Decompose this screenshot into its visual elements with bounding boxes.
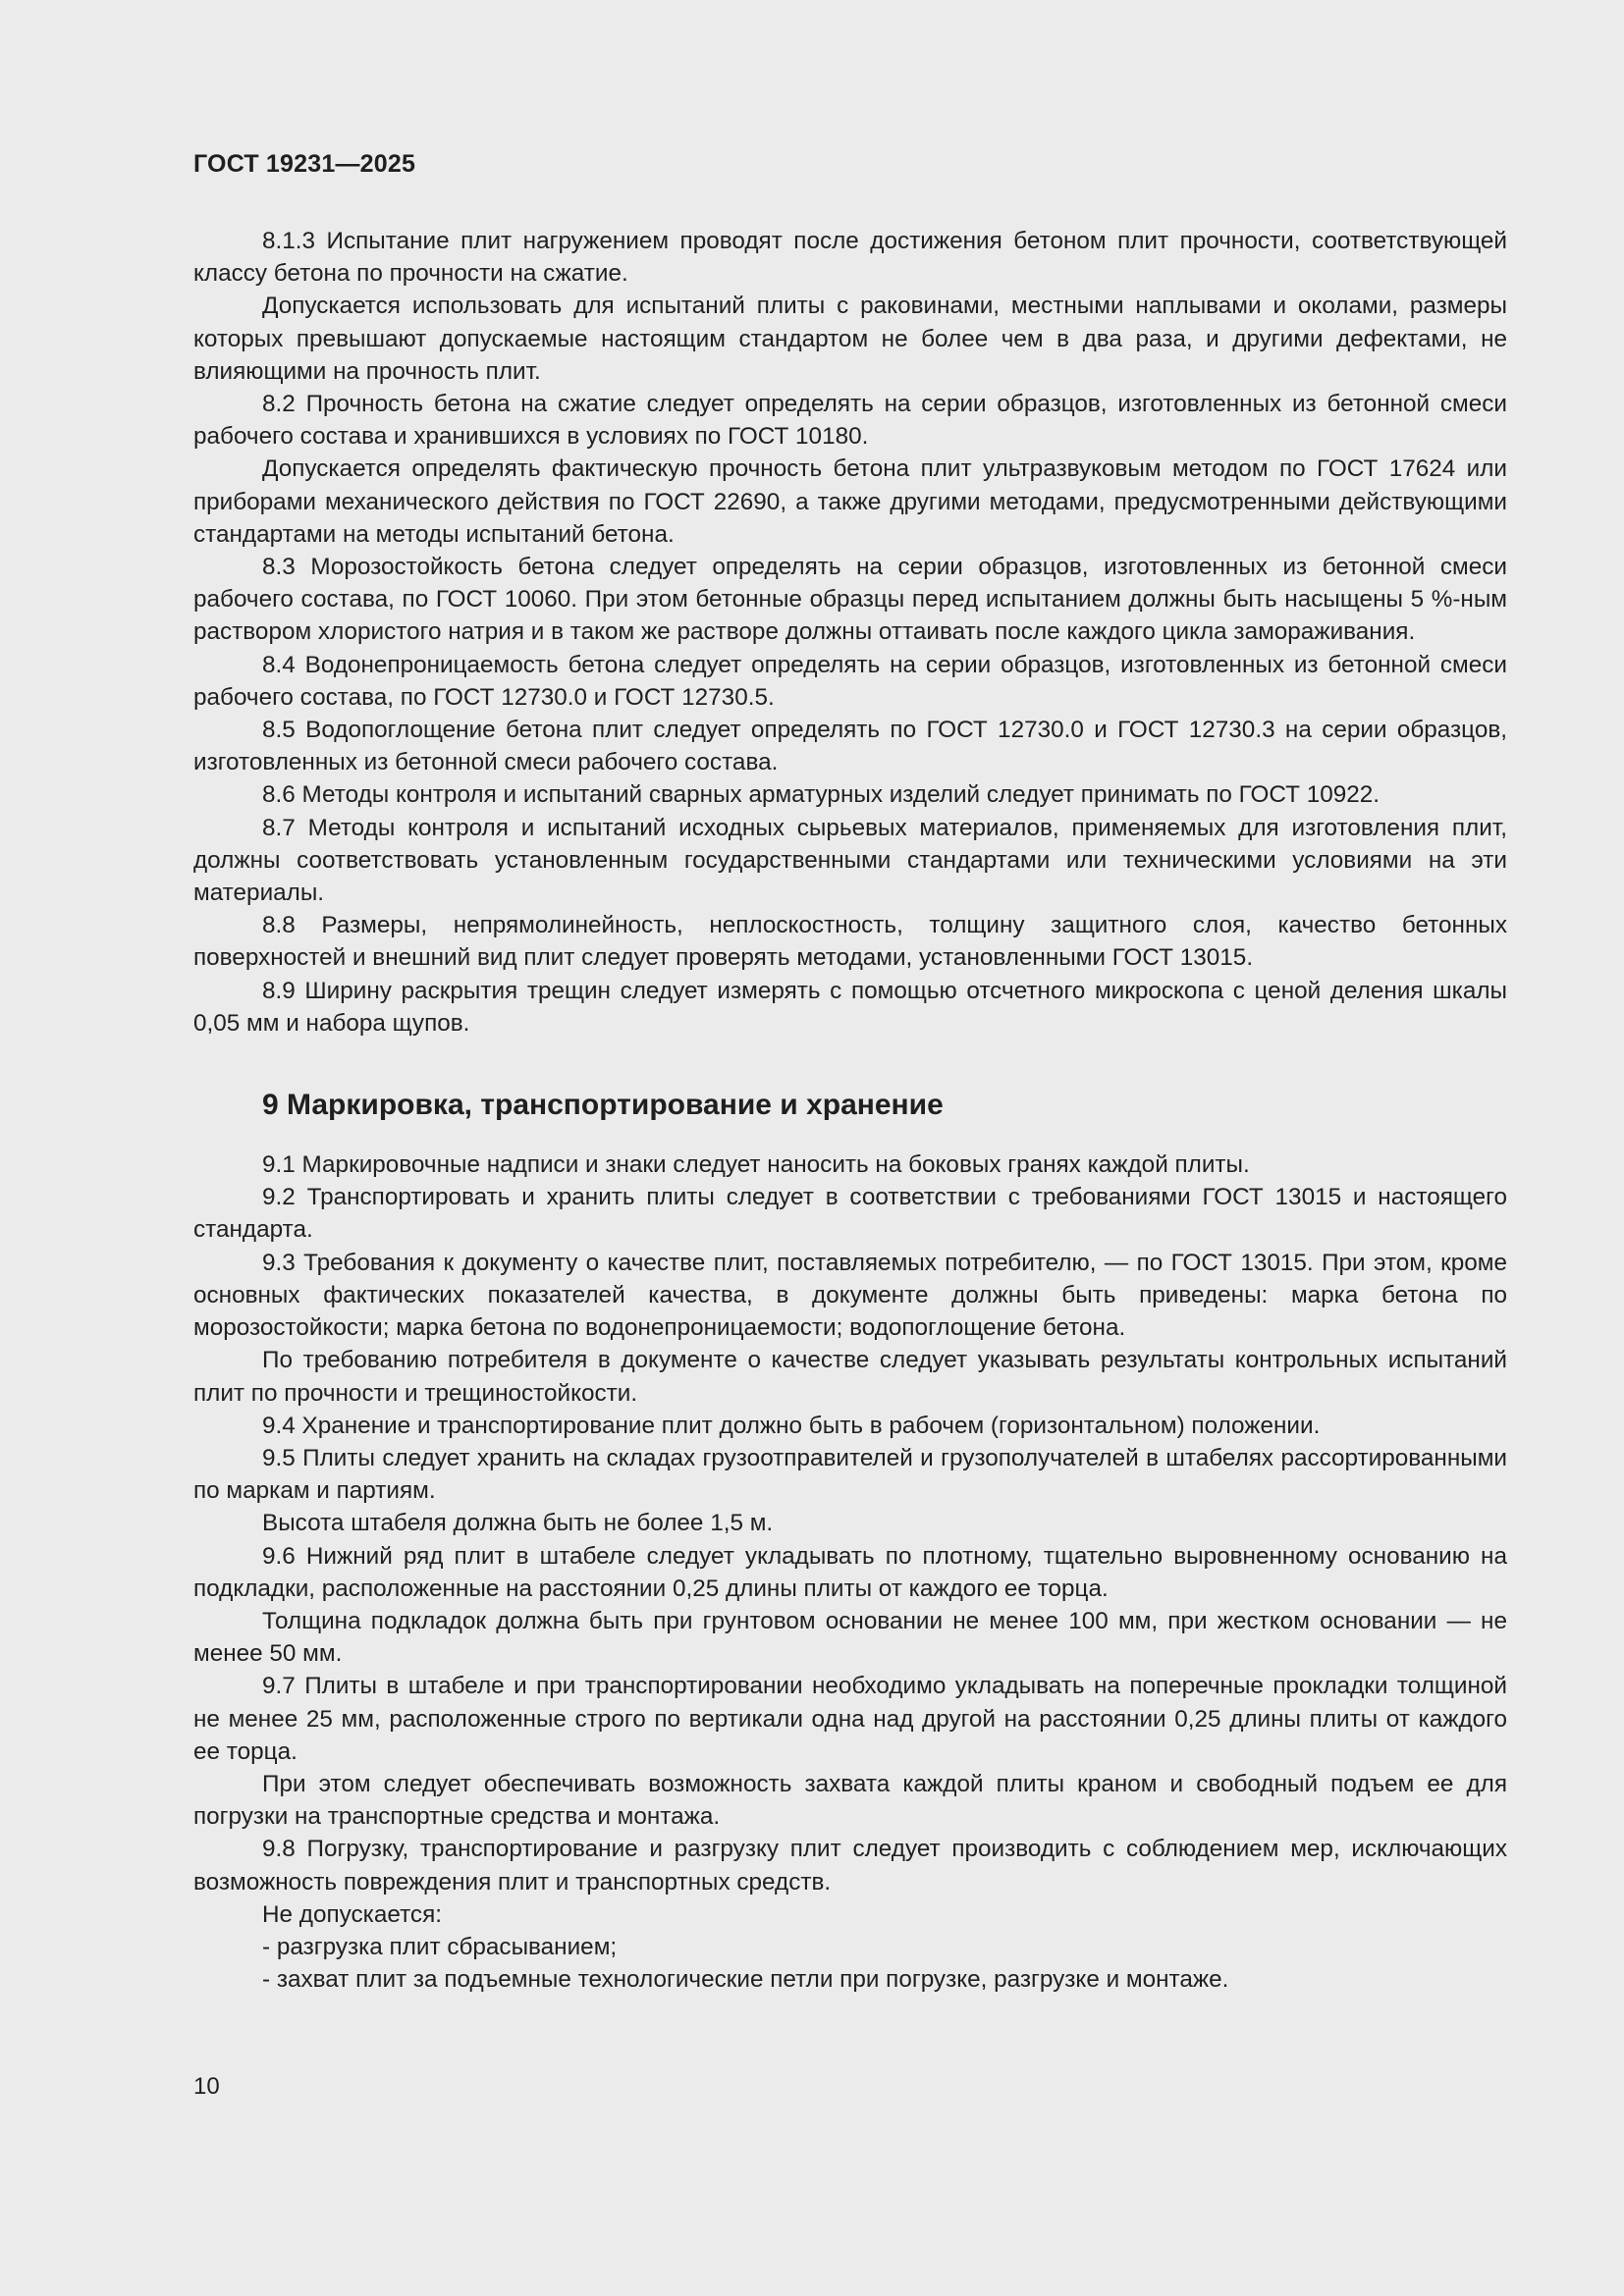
paragraph-9-1: 9.1 Маркировочные надписи и знаки следует наносить на боковых гранях каждой плиты. <box>262 1151 1250 1179</box>
list-item: - захват плит за подъемные технологические петли при погрузке, разгрузке и монтаже. <box>262 1966 1229 1994</box>
paragraph-9-2: 9.2 Транспортировать и хранить плиты следует в соответствии с требованиями ГОСТ 13015 и настоящего стандарта. <box>193 1184 1507 1244</box>
paragraph-8-1-3: 8.1.3 Испытание плит нагружением проводят после достижения бетоном плит прочности, соответствующей классу бетона по прочности на сжатие. <box>193 228 1507 288</box>
paragraph-8-9: 8.9 Ширину раскрытия трещин следует измерять с помощью отсчетного микроскопа с ценой деления шкалы 0,05 мм и набора щупов. <box>193 977 1507 1037</box>
paragraph-8-8: 8.8 Размеры, непрямолинейность, неплоскостность, толщину защитного слоя, качество бетонных поверхностей и внешний вид плит следует проверять методами, установленными ГОСТ 13015. <box>193 912 1507 972</box>
paragraph-9-3-cont: По требованию потребителя в документе о качестве следует указывать результаты контрольных испытаний плит по прочности и трещиностойкости. <box>193 1347 1507 1407</box>
paragraph-9-3: 9.3 Требования к документу о качестве плит, поставляемых потребителю, — по ГОСТ 13015. При этом, кроме основных фактических показателей качества, в документе должны быть приведены: марка бетона по морозостойкости; марка бетона по водонепроницаемости; водопоглощение бетона. <box>193 1249 1507 1342</box>
paragraph-8-2: 8.2 Прочность бетона на сжатие следует определять на серии образцов, изготовленных из бетонной смеси рабочего состава и хранившихся в условиях по ГОСТ 10180. <box>193 391 1507 451</box>
paragraph-9-5: 9.5 Плиты следует хранить на складах грузоотправителей и грузополучателей в штабелях рассортированными по маркам и партиям. <box>193 1444 1507 1505</box>
document-body <box>193 225 1507 1996</box>
section-9-heading: 9 Маркировка, транспортирование и хранение <box>262 1089 944 1122</box>
paragraph-9-4: 9.4 Хранение и транспортирование плит должно быть в рабочем (горизонтальном) положении. <box>262 1412 1321 1439</box>
paragraph-8-6: 8.6 Методы контроля и испытаний сварных арматурных изделий следует принимать по ГОСТ 10922. <box>262 781 1380 809</box>
paragraph-8-1-3-cont: Допускается использовать для испытаний плиты с раковинами, местными наплывами и околами, размеры которых превышают допускаемые настоящим стандартом не более чем в два раза, и другими дефектами, не влияющими на прочность плит. <box>193 293 1507 385</box>
paragraph-8-7: 8.7 Методы контроля и испытаний исходных сырьевых материалов, применяемых для изготовления плит, должны соответствовать установленным государственными стандартами или техническими условиями на эти материалы. <box>193 814 1507 907</box>
page-number: 10 <box>193 2073 220 2100</box>
document-header: ГОСТ 19231—2025 <box>193 150 416 178</box>
paragraph-9-6-cont: Толщина подкладок должна быть при грунтовом основании не менее 100 мм, при жестком основании — не менее 50 мм. <box>193 1607 1507 1668</box>
paragraph-9-8: 9.8 Погрузку, транспортирование и разгрузку плит следует производить с соблюдением мер, исключающих возможность повреждения плит и транспортных средств. <box>193 1836 1507 1896</box>
paragraph-8-3: 8.3 Морозостойкость бетона следует определять на серии образцов, изготовленных из бетонной смеси рабочего состава, по ГОСТ 10060. При этом бетонные образцы перед испытанием должны быть насыщены 5 %-ным раствором хлористого натрия и в таком же растворе должны оттаивать после каждого цикла замораживания. <box>193 554 1507 646</box>
paragraph-8-2-cont: Допускается определять фактическую прочность бетона плит ультразвуковым методом по ГОСТ 17624 или приборами механического действия по ГОСТ 22690, а также другими методами, предусмотренными действующими стандартами на методы испытаний бетона. <box>193 455 1507 548</box>
paragraph-9-8-not-allowed: Не допускается: <box>262 1900 442 1928</box>
paragraph-9-5-cont: Высота штабеля должна быть не более 1,5 м. <box>262 1510 774 1537</box>
paragraph-8-5: 8.5 Водопоглощение бетона плит следует определять по ГОСТ 12730.0 и ГОСТ 12730.3 на серии образцов, изготовленных из бетонной смеси рабочего состава. <box>193 717 1507 776</box>
paragraph-9-7: 9.7 Плиты в штабеле и при транспортировании необходимо укладывать на поперечные прокладки толщиной не менее 25 мм, расположенные строго по вертикали одна над другой на расстоянии 0,25 длины плиты от каждого ее торца. <box>193 1673 1507 1765</box>
list-item: - разгрузка плит сбрасыванием; <box>262 1933 618 1960</box>
paragraph-9-7-cont: При этом следует обеспечивать возможность захвата каждой плиты краном и свободный подъем ее для погрузки на транспортные средства и монтажа. <box>193 1770 1507 1831</box>
paragraph-9-6: 9.6 Нижний ряд плит в штабеле следует укладывать по плотному, тщательно выровненному основанию на подкладки, расположенные на расстоянии 0,25 длины плиты от каждого ее торца. <box>193 1542 1507 1602</box>
paragraph-8-4: 8.4 Водонепроницаемость бетона следует определять на серии образцов, изготовленных из бетонной смеси рабочего состава, по ГОСТ 12730.0 и ГОСТ 12730.5. <box>193 651 1507 711</box>
